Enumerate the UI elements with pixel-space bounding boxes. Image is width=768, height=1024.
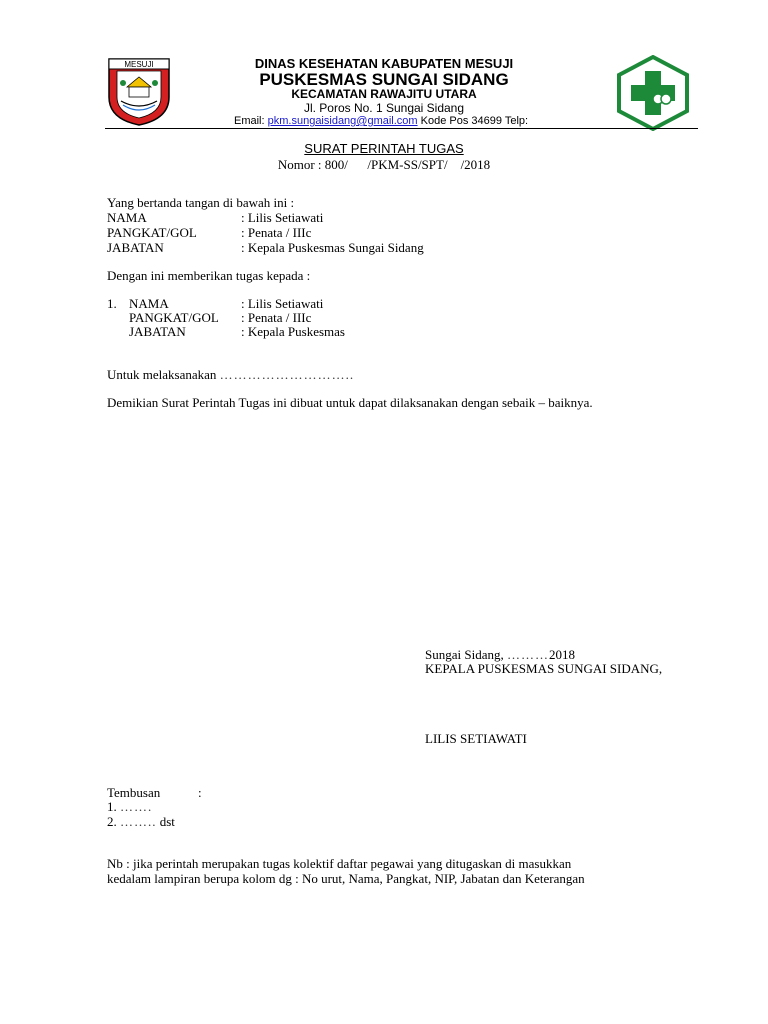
assignee-position-label: JABATAN [129, 324, 186, 339]
purpose-dots: ……………………….. [219, 367, 355, 382]
tembusan-item-suffix: dst [156, 814, 175, 829]
tembusan-label: Tembusan [107, 785, 161, 800]
purpose-label: Untuk melaksanakan [107, 367, 217, 382]
header-divider [105, 128, 698, 129]
document-number: Nomor : 800/ /PKM-SS/SPT/ /2018 [277, 157, 491, 172]
header-contact [234, 115, 528, 127]
signer-name-label: NAMA [107, 210, 147, 225]
signature-place-date [425, 647, 575, 662]
signature-year: 2018 [548, 647, 575, 662]
tembusan-item-dots: …….. [120, 814, 157, 829]
tembusan-item [107, 814, 175, 829]
assignment-intro: Dengan ini memberikan tugas kepada : [107, 268, 311, 283]
note-line-2: kedalam lampiran berupa kolom dg : No urut, Nama, Pangkat, NIP, Jabatan dan Keterangan [107, 871, 585, 886]
signature-date-dots: ……… [506, 647, 549, 662]
tembusan-item-number: 1. [107, 799, 117, 814]
postal-phone: Kode Pos 34699 Telp: [417, 115, 529, 127]
tembusan-colon: : [198, 785, 202, 800]
tembusan-item-number: 2. [107, 814, 117, 829]
intro-text: Yang bertanda tangan di bawah ini : [107, 195, 295, 210]
header-kecamatan: KECAMATAN RAWAJITU UTARA [291, 87, 477, 101]
signer-position-label: JABATAN [107, 240, 164, 255]
header-agency: DINAS KESEHATAN KABUPATEN MESUJI [254, 56, 514, 71]
closing-statement: Demikian Surat Perintah Tugas ini dibuat untuk dapat dilaksanakan dengan sebaik – baiknya. [107, 395, 593, 410]
header-puskesmas: PUSKESMAS SUNGAI SIDANG [259, 70, 509, 89]
document-title: SURAT PERINTAH TUGAS [304, 141, 464, 156]
assignee-position-value: : Kepala Puskesmas [241, 324, 345, 339]
signature-name: LILIS SETIAWATI [425, 731, 527, 746]
signer-name-value: : Lilis Setiawati [241, 210, 324, 225]
assignee-rank-value: : Penata / IIIc [241, 310, 312, 325]
signer-rank-label: PANGKAT/GOL [107, 225, 197, 240]
email-link[interactable]: pkm.sungaisidang@gmail.com [267, 115, 418, 127]
assignee-rank-label: PANGKAT/GOL [129, 310, 219, 325]
email-label: Email: [234, 115, 268, 127]
signer-position-value: : Kepala Puskesmas Sungai Sidang [241, 240, 424, 255]
logo-left-label: MESUJI [124, 60, 154, 69]
tembusan-item-dots: ……. [120, 799, 153, 814]
assignee-name-value: : Lilis Setiawati [241, 296, 324, 311]
note-line-1: Nb : jika perintah merupakan tugas kolektif daftar pegawai yang ditugaskan di masukkan [107, 856, 572, 871]
assignee-name-label: NAMA [129, 296, 169, 311]
header-address: Jl. Poros No. 1 Sungai Sidang [303, 101, 465, 115]
assignee-number: 1. [107, 296, 117, 311]
tembusan-item [107, 799, 152, 814]
signer-rank-value: : Penata / IIIc [241, 225, 312, 240]
signature-place: Sungai Sidang, [425, 647, 504, 662]
signature-position: KEPALA PUSKESMAS SUNGAI SIDANG, [425, 661, 663, 676]
purpose-line [107, 367, 354, 382]
